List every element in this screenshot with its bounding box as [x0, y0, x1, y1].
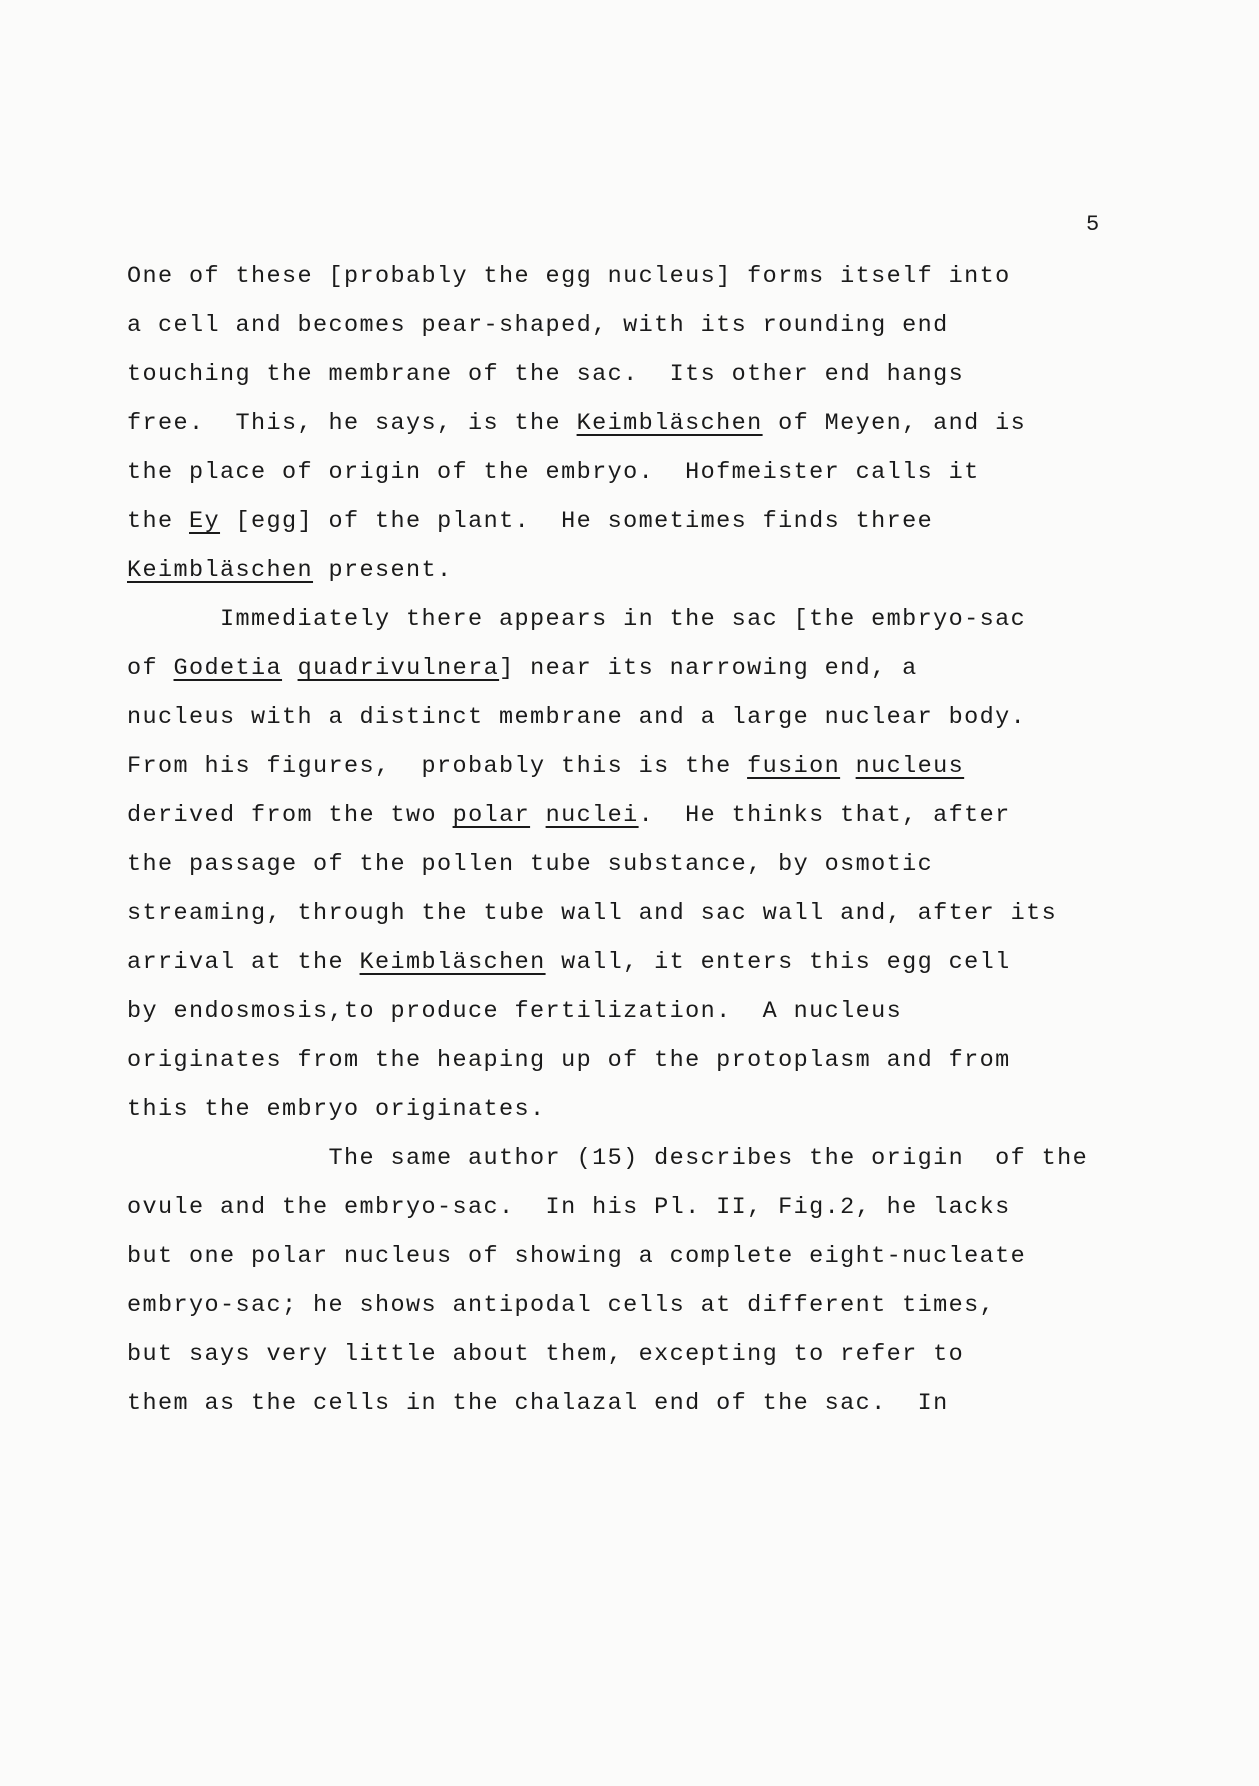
text-line — [127, 1144, 1088, 1174]
text-line — [127, 409, 1026, 439]
text-line — [127, 1389, 949, 1419]
text-segment: One of these [probably the egg nucleus] forms itself into — [127, 263, 1011, 290]
text-line — [127, 1095, 546, 1125]
underlined-term: Ey — [189, 508, 221, 535]
underlined-term: Keimbläschen — [576, 410, 763, 437]
text-line — [127, 605, 1026, 635]
text-line — [127, 1242, 1026, 1272]
text-segment: The same author (15) describes the origin of the — [127, 1145, 1089, 1172]
text-line — [127, 948, 1011, 978]
text-segment: derived from the two — [127, 802, 453, 829]
text-segment: embryo-sac; he shows antipodal cells at different times, — [127, 1292, 996, 1319]
text-line — [127, 850, 933, 880]
text-segment: Immediately there appears in the sac [the embryo-sac — [127, 606, 1027, 633]
text-segment: arrival at the — [127, 949, 360, 976]
text-line — [127, 1193, 1011, 1223]
underlined-term: nucleus — [855, 753, 965, 780]
text-segment: this the embryo originates. — [127, 1096, 546, 1123]
text-segment: From his figures, probably this is the — [127, 753, 748, 780]
text-segment: of Meyen, and is — [762, 410, 1027, 437]
text-line — [127, 458, 980, 488]
text-segment — [282, 655, 298, 682]
underlined-term: Keimbläschen — [359, 949, 546, 976]
text-line — [127, 1291, 995, 1321]
underlined-term: polar — [452, 802, 531, 829]
page-number: 5 — [1086, 212, 1100, 237]
text-line — [127, 1340, 964, 1370]
text-line — [127, 801, 1011, 831]
text-segment — [530, 802, 546, 829]
text-segment: a cell and becomes pear-shaped, with its rounding end — [127, 312, 949, 339]
text-segment: touching the membrane of the sac. Its other end hangs — [127, 361, 965, 388]
text-segment: the place of origin of the embryo. Hofmeister calls it — [127, 459, 980, 486]
text-line — [127, 703, 1026, 733]
text-segment: but says very little about them, excepting to refer to — [127, 1341, 965, 1368]
text-line — [127, 997, 902, 1027]
text-segment: of — [127, 655, 174, 682]
underlined-term: nuclei — [545, 802, 639, 829]
underlined-term: Keimbläschen — [127, 557, 314, 584]
text-segment: them as the cells in the chalazal end of the sac. In — [127, 1390, 949, 1417]
text-segment: . He thinks that, after — [638, 802, 1011, 829]
text-line — [127, 360, 964, 390]
text-line — [127, 899, 1057, 929]
text-segment: wall, it enters this egg cell — [545, 949, 1011, 976]
text-line — [127, 262, 1011, 292]
text-line — [127, 752, 964, 782]
text-segment: by endosmosis,to produce fertilization. A nucleus — [127, 998, 903, 1025]
text-line — [127, 311, 949, 341]
underlined-term: Godetia — [173, 655, 283, 682]
text-segment: originates from the heaping up of the protoplasm and from — [127, 1047, 1011, 1074]
text-segment: the passage of the pollen tube substance, by osmotic — [127, 851, 934, 878]
text-segment: ] near its narrowing end, a — [499, 655, 918, 682]
text-segment: the — [127, 508, 190, 535]
text-line — [127, 654, 918, 684]
text-line — [127, 556, 453, 586]
text-segment: but one polar nucleus of showing a complete eight-nucleate — [127, 1243, 1027, 1270]
text-line — [127, 1046, 1011, 1076]
text-segment: free. This, he says, is the — [127, 410, 577, 437]
text-segment: streaming, through the tube wall and sac wall and, after its — [127, 900, 1058, 927]
text-segment: present. — [313, 557, 453, 584]
text-segment — [840, 753, 856, 780]
text-segment: ovule and the embryo-sac. In his Pl. II, Fig.2, he lacks — [127, 1194, 1011, 1221]
text-segment: nucleus with a distinct membrane and a large nuclear body. — [127, 704, 1027, 731]
underlined-term: fusion — [747, 753, 841, 780]
underlined-term: quadrivulnera — [297, 655, 500, 682]
text-segment: [egg] of the plant. He sometimes finds three — [220, 508, 934, 535]
text-line — [127, 507, 933, 537]
